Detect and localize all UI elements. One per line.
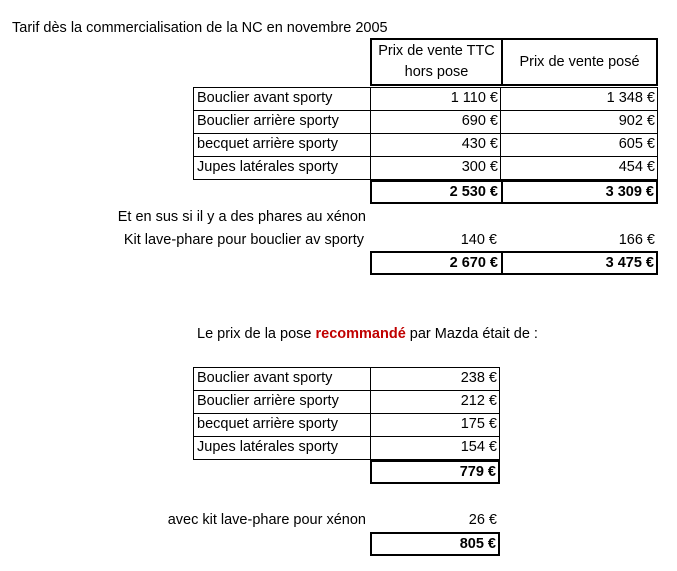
table2-grand-total-value: 805 €: [459, 536, 496, 552]
xenon-row-label: Kit lave-phare pour bouclier av sporty: [123, 232, 364, 248]
table-row: [193, 436, 500, 459]
row-ttc: 690 €: [461, 113, 498, 129]
header-pose: Prix de vente posé: [519, 53, 640, 70]
row-label: Bouclier avant sporty: [197, 370, 333, 386]
xenon-row-pose: 166 €: [618, 232, 655, 248]
grand-total-ttc: 2 670 €: [449, 255, 498, 271]
table-row: [193, 367, 500, 390]
table2-total: [370, 460, 500, 484]
row-price: 212 €: [460, 393, 497, 409]
table2-xenon-price: 26 €: [468, 512, 497, 528]
grand-total-pose: 3 475 €: [605, 255, 654, 271]
xenon-note: Et en sus si il y a des phares au xénon: [117, 209, 366, 225]
row-label: becquet arrière sporty: [197, 416, 339, 432]
header-ttc: Prix de vente TTC hors pose: [378, 43, 495, 80]
table2-xenon-label: avec kit lave-phare pour xénon: [167, 512, 366, 528]
row-price: 175 €: [460, 416, 497, 432]
row-label: Bouclier avant sporty: [197, 90, 333, 106]
row-ttc: 300 €: [461, 159, 498, 175]
row-pose: 454 €: [618, 159, 655, 175]
row-label: Bouclier arrière sporty: [197, 113, 339, 129]
row-pose: 605 €: [618, 136, 655, 152]
row-label: Jupes latérales sporty: [197, 159, 339, 175]
total-pose: 3 309 €: [605, 184, 654, 200]
table1-grand-total: [370, 251, 658, 275]
table-row: [193, 390, 500, 413]
row-label: Bouclier arrière sporty: [197, 393, 339, 409]
grand-total-divider: [501, 253, 503, 273]
table-row: [193, 87, 658, 110]
section2-intro: [197, 323, 538, 345]
row-price: 238 €: [460, 370, 497, 386]
row-ttc: 430 €: [461, 136, 498, 152]
row-ttc: 1 110 €: [450, 90, 498, 106]
table-row: [193, 110, 658, 133]
row-price: 154 €: [460, 439, 497, 455]
table-row: [193, 133, 658, 156]
table2-total-value: 779 €: [459, 464, 496, 480]
page-title: Tarif dès la commercialisation de la NC en novembre 2005: [12, 20, 388, 36]
intro-text-after: par Mazda était de :: [405, 326, 538, 342]
row-label: Jupes latérales sporty: [197, 439, 339, 455]
table1-header: [370, 38, 658, 86]
row-pose: 902 €: [618, 113, 655, 129]
table-row: [193, 156, 658, 179]
total-ttc: 2 530 €: [449, 184, 498, 200]
intro-text-before: Le prix de la pose: [197, 326, 316, 342]
total-divider: [501, 182, 503, 202]
row-label: becquet arrière sporty: [197, 136, 339, 152]
table1-total: [370, 180, 658, 204]
row-pose: 1 348 €: [606, 90, 655, 106]
table-row: [193, 413, 500, 436]
intro-highlight: recommandé: [315, 326, 406, 342]
table2-grand-total: [370, 532, 500, 556]
xenon-row-ttc: 140 €: [460, 232, 497, 248]
